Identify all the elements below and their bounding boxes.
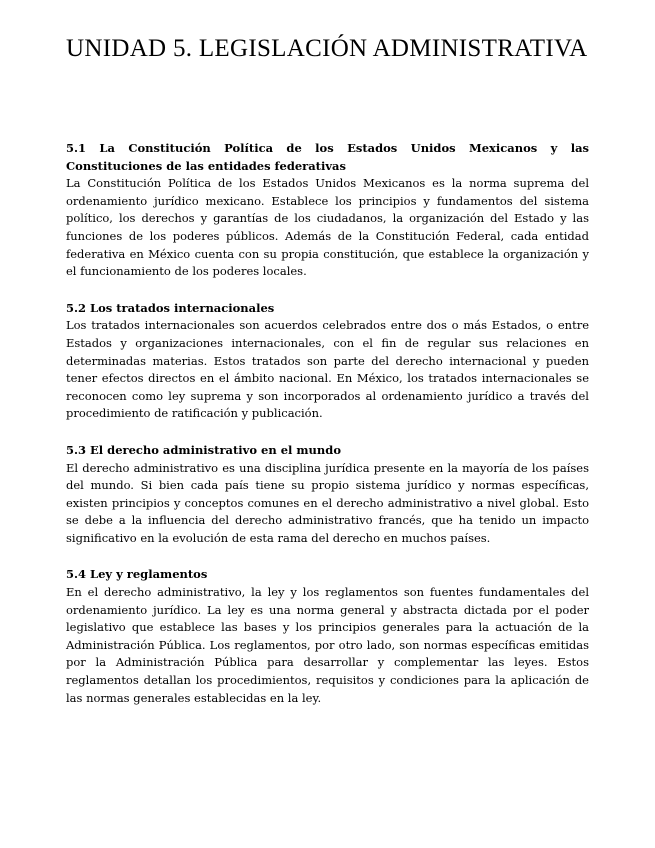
document-body bbox=[66, 140, 589, 726]
section-paragraph: El derecho administrativo es una disciplina jurídica presente en la mayoría de los países del mundo. Si bien cada país tiene su propio sistema jurídico y normas específicas, existen principios y conceptos comunes en el derecho administrativo a nivel global. Esto se debe a la influencia del derecho administrativo francés, que ha tenido un impacto significativo en la evolución de esta rama del derecho en muchos países. bbox=[66, 460, 589, 545]
section-heading: 5.4 Ley y reglamentos bbox=[66, 567, 208, 582]
section-paragraph: La Constitución Política de los Estados Unidos Mexicanos es la norma suprema del ordenamiento jurídico mexicano. Establece los principios y fundamentos del sistema político, los derechos y garantías de los ciudadanos, la organización del Estado y las funciones de los poderes públicos. Además de la Constitución Federal, cada entidad federativa en México cuenta con su propia constitución, que establece la organización y el funcionamiento de los poderes locales. bbox=[66, 176, 589, 279]
section-heading: 5.1 La Constitución Política de los Estados Unidos Mexicanos y las Constituciones de las entidades federativas bbox=[66, 141, 589, 173]
section-paragraph: Los tratados internacionales son acuerdos celebrados entre dos o más Estados, o entre Estados y organizaciones internacionales, con el fin de regular sus relaciones en determinadas materias. Estos tratados son parte del derecho internacional y pueden tener efectos directos en el ámbito nacional. En México, los tratados internacionales se reconocen como ley suprema y son incorporados al ordenamiento jurídico a través del procedimiento de ratificación y publicación. bbox=[66, 318, 589, 421]
section-ley-reglamentos bbox=[66, 566, 589, 707]
section-tratados bbox=[66, 300, 589, 423]
section-derecho-mundo bbox=[66, 442, 589, 548]
section-paragraph: En el derecho administrativo, la ley y los reglamentos son fuentes fundamentales del ordenamiento jurídico. La ley es una norma general y abstracta dictada por el poder legislativo que establece las bases y los principios generales para la actuación de la Administración Pública. Los reglamentos, por otro lado, son normas específicas emitidas por la Administración Pública para desarrollar y complementar las leyes. Estos reglamentos detallan los procedimientos, requisitos y condiciones para la aplicación de las normas generales establecidas en la ley. bbox=[66, 585, 589, 705]
page-title: UNIDAD 5. LEGISLACIÓN ADMINISTRATIVA bbox=[66, 35, 588, 62]
section-heading: 5.2 Los tratados internacionales bbox=[66, 300, 275, 315]
section-heading: 5.3 El derecho administrativo en el mundo bbox=[66, 442, 341, 457]
section-constitucion bbox=[66, 140, 589, 281]
